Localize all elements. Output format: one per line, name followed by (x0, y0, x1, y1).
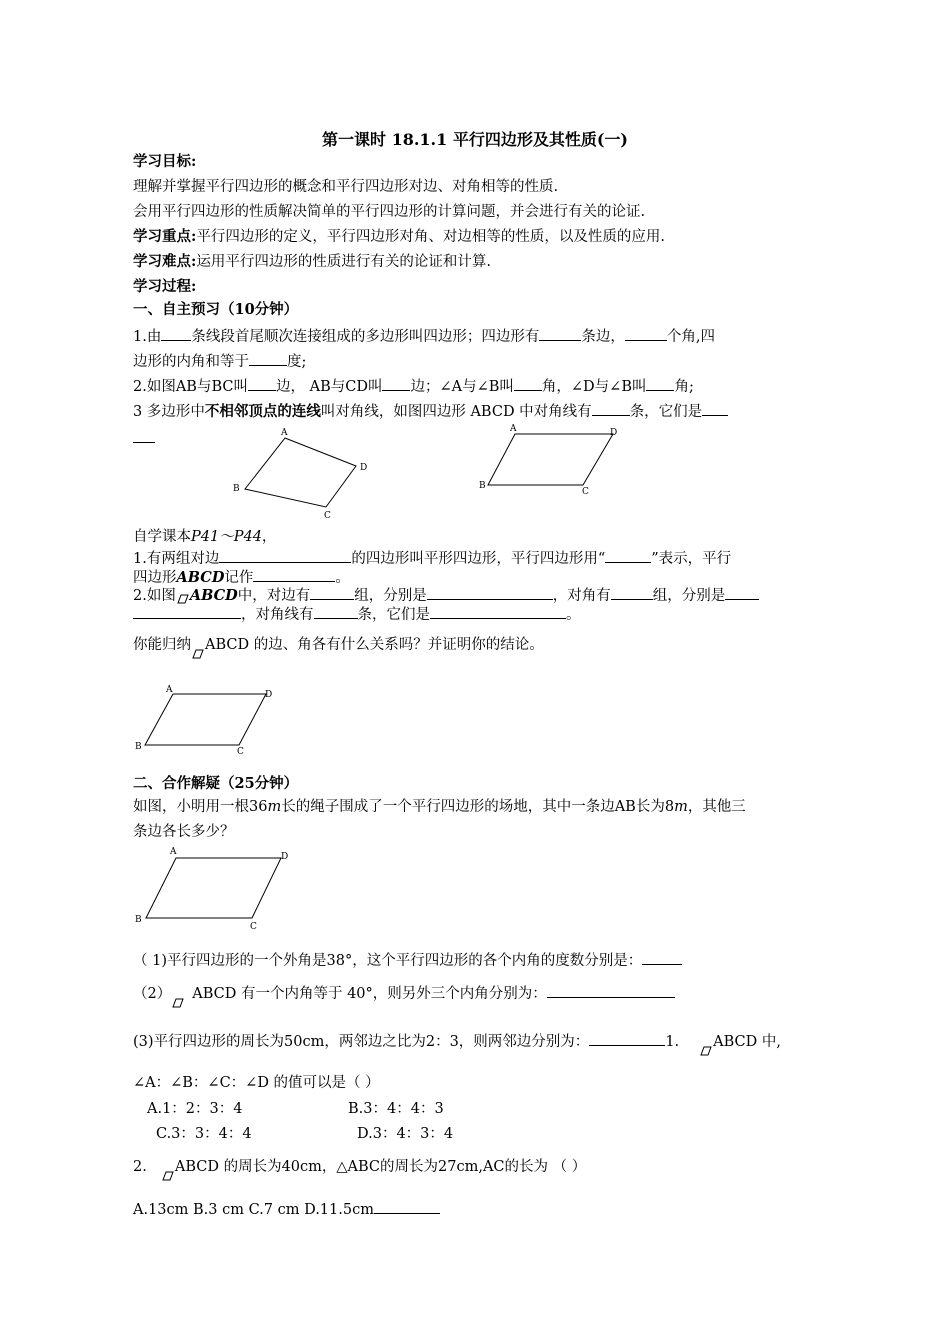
d1-text-c: ”表示，平行 (651, 551, 732, 567)
figure1-label-b: B (233, 484, 240, 494)
q3-blank-2[interactable] (702, 401, 728, 416)
mc-question-2-options (133, 1199, 440, 1220)
problem-text-1: 如图，小明用一根36 (133, 799, 268, 815)
d1-blank-1[interactable] (219, 548, 351, 563)
problem-text-3: ，其他三 (687, 799, 746, 815)
question-1-line-2 (133, 351, 306, 372)
mc-q2-blank[interactable] (374, 1199, 440, 1214)
figure3-label-b: B (135, 742, 142, 752)
q2-blank-2[interactable] (382, 376, 410, 391)
goals-line-1: 理解并掌握平行四边形的概念和平行四边形对边、对角相等的性质. (133, 179, 559, 195)
figure2-label-a: A (510, 424, 517, 434)
q3-blank-continuation[interactable] (133, 428, 155, 443)
mc-option-b: B.3：4：4：3 (348, 1101, 444, 1117)
q1-text-a: 1.由 (133, 329, 162, 345)
induce-line (133, 635, 544, 659)
q2-text-b: 边， AB与CD叫 (275, 379, 383, 395)
q3-text-a: 3 多边形中 (133, 404, 205, 420)
parallelogram-symbol-icon (700, 1046, 712, 1056)
exercise-2-text: ABCD 有一个内角等于 40°，则另外三个内角分别为： (192, 986, 547, 1002)
difficulty-text: 运用平行四边形的性质进行有关的论证和计算. (196, 254, 491, 270)
difficulty (133, 252, 491, 272)
parallelogram-symbol-icon (162, 1171, 174, 1181)
figure2-label-c: C (582, 487, 589, 497)
exercise-1-text: （ 1)平行四边形的一个外角是38°，这个平行四边形的各个内角的度数分别是： (133, 953, 643, 969)
exercise-2-blank[interactable] (547, 983, 675, 998)
definition-2-line-2 (133, 604, 581, 625)
page-title: 第一课时 18.1.1 平行四边形及其性质(一) (322, 130, 628, 149)
q1-text-d: 个角,四 (666, 329, 715, 345)
q3-text-c: 叫对角线，如图四边形 ABCD 中对角线有 (320, 404, 592, 420)
parallelogram-symbol-icon (192, 649, 204, 659)
difficulty-label: 学习难点: (133, 253, 197, 270)
question-2 (133, 376, 694, 397)
mc-q2-text: ABCD 的周长为40cm，△ABC的周长为27cm,AC的长为 （ ） (174, 1159, 587, 1175)
d2-text-a: 2.如图 (133, 588, 176, 604)
q2-text-a: 2.如图AB与BC叫 (133, 379, 248, 395)
d2-blank-5[interactable] (133, 604, 241, 619)
figure-parallelogram-2 (133, 682, 283, 757)
exercise-3 (133, 1031, 781, 1056)
d2-text-d: 组，分别是 (354, 588, 427, 604)
d2-blank-7[interactable] (430, 604, 566, 619)
quadrilateral-shape (245, 438, 356, 507)
d1-blank-2[interactable] (605, 548, 651, 563)
parallelogram-shape (145, 694, 266, 745)
figure-parallelogram-1 (478, 420, 628, 500)
self-study-line (133, 527, 276, 547)
mc-question-1: ∠A：∠B：∠C：∠D 的值可以是（ ） (133, 1075, 380, 1091)
exercise-3-blank[interactable] (589, 1031, 665, 1046)
q1-text-b: 条线段首尾顺次连接组成的多边形叫四边形；四边形有 (191, 329, 540, 345)
exercise-2 (133, 983, 675, 1008)
d1-text-b: 的四边形叫平形四边形，平行四边形用“ (351, 551, 606, 567)
parallelogram-shape (146, 858, 281, 918)
problem-line-1 (133, 797, 746, 817)
exercise-3-text: (3)平行四边形的周长为50cm，两邻边之比为2：3，则两邻边分别为： (133, 1034, 590, 1050)
figure2-label-d: D (610, 428, 618, 438)
figure4-label-c: C (250, 922, 257, 932)
q1-blank-3[interactable] (625, 326, 667, 341)
d2-blank-6[interactable] (314, 604, 358, 619)
q1-text-f: 度; (287, 354, 307, 370)
q1-blank-4[interactable] (249, 351, 287, 366)
problem-unit-1: m (267, 799, 282, 815)
d1-abcd: ABCD (176, 569, 225, 586)
mc-option-a: A.1：2：3：4 (147, 1101, 243, 1117)
q3-text-d: 条，它们是 (629, 404, 703, 420)
figure3-label-c: C (237, 747, 244, 757)
induce-text-a: 你能归纳 (133, 637, 191, 653)
d1-text-d: 四边形 (133, 570, 177, 586)
figure4-label-b: B (135, 915, 142, 925)
figure1-label-c: C (324, 511, 331, 521)
d2-blank-3[interactable] (611, 585, 653, 600)
d2-abcd: ABCD (189, 587, 238, 604)
figure1-label-a: A (281, 428, 288, 438)
definition-2-line-1 (133, 585, 759, 606)
mc-option-d: D.3：4：3：4 (357, 1126, 454, 1142)
exercise-1-blank[interactable] (642, 950, 682, 965)
figure2-label-b: B (479, 481, 486, 491)
figure4-label-d: D (281, 852, 289, 862)
problem-text-2: 长的绳子围成了一个平行四边形的场地，其中一条边AB长为8 (281, 799, 675, 815)
question-3 (133, 401, 728, 422)
figure1-label-d: D (360, 463, 368, 473)
d1-period: 。 (335, 570, 350, 586)
key-points-label: 学习重点: (133, 228, 197, 245)
q2-blank-3[interactable] (514, 376, 542, 391)
q2-blank-1[interactable] (248, 376, 276, 391)
figure4-label-a: A (170, 847, 177, 857)
q2-text-d: 角，∠D与∠B叫 (541, 379, 647, 395)
mc-q2-num: 2. (133, 1159, 147, 1175)
figure-quadrilateral (225, 425, 385, 525)
figure3-label-d: D (265, 690, 273, 700)
self-study-pages: P41～P44 (191, 529, 262, 545)
goals-line-2: 会用平行四边形的性质解决简单的平行四边形的计算问题，并会进行有关的论证. (133, 204, 646, 220)
d2-period: 。 (566, 607, 581, 623)
process-heading: 学习过程: (133, 278, 197, 295)
key-points-text: 平行四边形的定义，平行四边形对角、对边相等的性质，以及性质的应用. (196, 229, 665, 245)
problem-unit-2: m (674, 799, 688, 815)
q1-text-c: 条边， (581, 329, 625, 345)
q2-blank-4[interactable] (646, 376, 674, 391)
d1-text-f: 记作 (224, 570, 254, 586)
d2-text-g: ，对角线有 (241, 607, 314, 623)
q1-blank-2[interactable] (539, 326, 581, 341)
parallelogram-symbol-icon (172, 998, 184, 1008)
q1-text-e: 边形的内角和等于 (133, 354, 249, 370)
self-study-text: 自学课本 (133, 529, 191, 545)
d2-text-c: 中，对边有 (237, 588, 311, 604)
figure3-label-a: A (166, 685, 173, 695)
mc-question-2 (133, 1157, 586, 1181)
section1-heading: 一、自主预习（10分钟） (133, 301, 299, 318)
exercise-1 (133, 950, 682, 971)
section2-heading: 二、合作解疑（25分钟） (133, 775, 299, 792)
self-study-comma: ， (261, 529, 277, 545)
goals-heading: 学习目标: (133, 153, 197, 170)
definition-1-line-1 (133, 548, 731, 569)
d2-blank-4[interactable] (725, 585, 759, 600)
d2-text-e: ，对角有 (552, 588, 611, 604)
d1-text-a: 1.有两组对边 (133, 551, 220, 567)
figure-parallelogram-3 (133, 842, 298, 932)
parallelogram-symbol-icon (177, 594, 189, 604)
q3-blank-1[interactable] (592, 401, 630, 416)
mc-option-c: C.3：3：4：4 (156, 1126, 252, 1142)
d2-blank-2[interactable] (427, 585, 553, 600)
mc-q1-num: 1. (665, 1034, 680, 1050)
problem-line-2: 条边各长多少？ (133, 824, 235, 840)
mc-q1-text-a: ABCD 中, (713, 1034, 781, 1050)
d2-text-h: 条，它们是 (357, 607, 430, 623)
parallelogram-shape (488, 434, 613, 485)
q2-text-c: 边；∠A与∠B叫 (410, 379, 514, 395)
d1-blank-3[interactable] (253, 567, 335, 582)
q2-text-e: 角; (674, 379, 694, 395)
mc-q2-options-text: A.13cm B.3 cm C.7 cm D.11.5cm (133, 1202, 374, 1218)
induce-text-b: ABCD 的边、角各有什么关系吗？并证明你的结论。 (205, 637, 544, 653)
exercise-2-num: （2） (133, 986, 172, 1002)
question-1-line-1 (133, 326, 715, 347)
key-points (133, 227, 665, 247)
d2-text-f: 组，分别是 (652, 588, 726, 604)
q1-blank-1[interactable] (161, 326, 191, 341)
d2-blank-1[interactable] (310, 585, 354, 600)
q3-text-bold: 不相邻顶点的连线 (204, 403, 321, 420)
